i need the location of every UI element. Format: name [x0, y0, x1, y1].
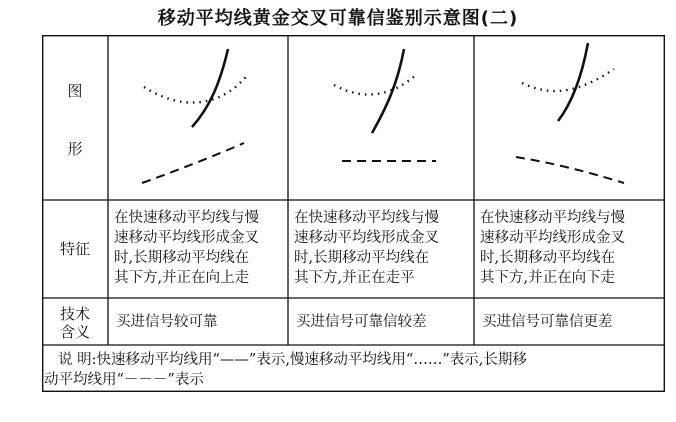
figure-panel-flat [288, 35, 474, 200]
long-ma-line [142, 143, 244, 183]
feature-line: 在快速移动平均线与慢 [480, 210, 625, 226]
legend-note-line-1: 说 明:快速移动平均线用“——”表示,慢速移动平均线用“……”表示,长期移 [58, 352, 527, 368]
fast-ma-line [192, 49, 228, 127]
slow-ma-line [522, 69, 614, 91]
slow-ma-line [334, 75, 416, 94]
feature-line: 时,长期移动平均线在 [114, 250, 250, 266]
meaning-text-col2: 买进信号可靠信较差 [296, 314, 427, 330]
fast-ma-line [558, 43, 588, 121]
feature-line: 速移动平均线形成金叉 [480, 230, 625, 246]
comparison-table [42, 35, 665, 392]
feature-line: 在快速移动平均线与慢 [114, 210, 259, 226]
row-header-meaning-1: 技术 [59, 305, 90, 323]
meaning-text-col1: 买进信号较可靠 [116, 314, 218, 330]
row-header-feature: 特征 [59, 240, 90, 258]
long-ma-line [516, 157, 624, 183]
row-header-figure-2: 形 [67, 140, 83, 158]
feature-line: 其下方,并正在走平 [294, 270, 415, 286]
meaning-text-col3: 买进信号可靠信更差 [482, 314, 613, 330]
feature-text-col2 [294, 208, 439, 288]
figure-panel-rising [108, 35, 288, 200]
row-header-figure-1: 图 [67, 82, 83, 100]
feature-line: 时,长期移动平均线在 [480, 250, 616, 266]
figure-panel-falling [474, 35, 665, 200]
feature-line: 速移动平均线形成金叉 [114, 230, 259, 246]
feature-text-col3 [480, 208, 625, 288]
legend-note-line-2: 动平均线用“－－－”表示 [44, 372, 204, 388]
feature-line: 速移动平均线形成金叉 [294, 230, 439, 246]
row-header-meaning-2: 含义 [59, 323, 90, 341]
feature-line: 时,长期移动平均线在 [294, 250, 430, 266]
slow-ma-line [144, 75, 248, 103]
feature-line: 在快速移动平均线与慢 [294, 210, 439, 226]
diagram-title: 移动平均线黄金交叉可靠信鉴别示意图(二) [157, 8, 519, 29]
fast-ma-line [372, 49, 404, 133]
feature-line: 其下方,并正在向下走 [480, 270, 616, 286]
feature-text-col1 [114, 208, 259, 288]
feature-line: 其下方,并正在向上走 [114, 270, 250, 286]
